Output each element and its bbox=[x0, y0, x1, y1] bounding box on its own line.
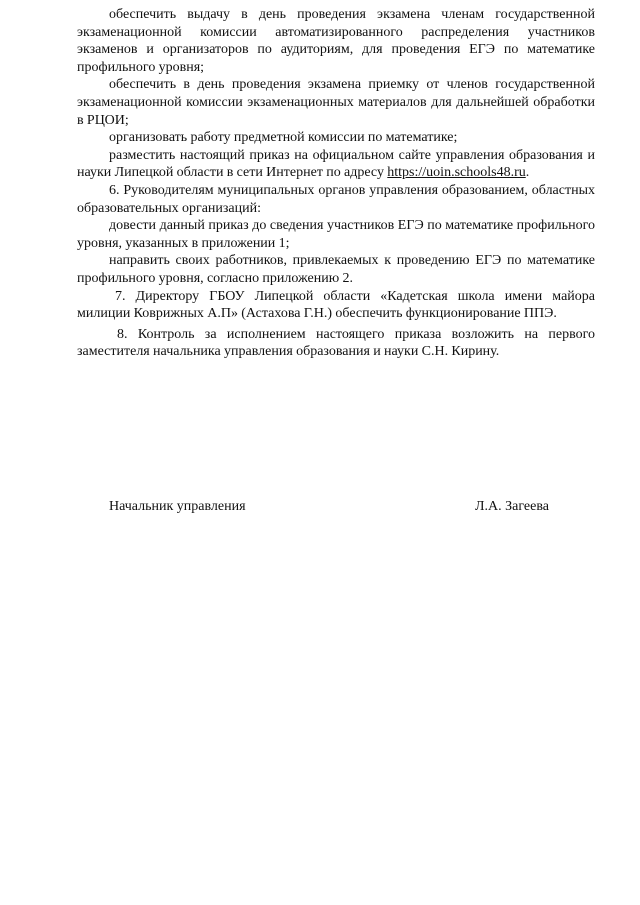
paragraph-item-7: 7. Директору ГБОУ Липецкой области «Кадетская школа имени майора милиции Коврижных А.П» (Астахова Г.Н.) обеспечить функционирование ППЭ. bbox=[77, 288, 595, 322]
document-body bbox=[77, 6, 595, 361]
signature-block bbox=[77, 498, 595, 518]
paragraph-subject-commission: организовать работу предметной комиссии по математике; bbox=[109, 130, 458, 146]
signature-title: Начальник управления bbox=[109, 499, 246, 514]
paragraph-accept-materials: обеспечить в день проведения экзамена приемку от членов государственной экзаменационной комиссии экзаменационных материалов для дальнейшей обработки в РЦОИ; bbox=[77, 77, 595, 128]
paragraph-notify-participants: довести данный приказ до сведения участников ЕГЭ по математике профильного уровня, указанных в приложении 1; bbox=[77, 218, 595, 251]
paragraph-issue-distribution: обеспечить выдачу в день проведения экзамена членам государственной экзаменационной комиссии автоматизированного распределения участников экзаменов и организаторов по аудиториям, для проведения ЕГЭ по математике профильного уровня; bbox=[77, 7, 595, 75]
website-publication-suffix: . bbox=[525, 165, 530, 181]
paragraph-website-publication bbox=[77, 147, 595, 182]
paragraph-item-8: 8. Контроль за исполнением настоящего приказа возложить на первого заместителя начальника управления образования и науки С.Н. Кирину. bbox=[77, 326, 595, 360]
paragraph-item-6: 6. Руководителям муниципальных органов управления образованием, областных образовательных организаций: bbox=[77, 182, 595, 216]
paragraph-send-staff: направить своих работников, привлекаемых к проведению ЕГЭ по математике профильного уровня, согласно приложению 2. bbox=[77, 253, 595, 286]
website-link[interactable]: https://uoin.schools48.ru bbox=[387, 165, 526, 181]
website-publication-text: разместить настоящий приказ на официальном сайте управления образования и науки Липецкой области в сети Интернет по адресу bbox=[77, 147, 595, 181]
signature-name: Л.А. Загеева bbox=[475, 499, 549, 514]
